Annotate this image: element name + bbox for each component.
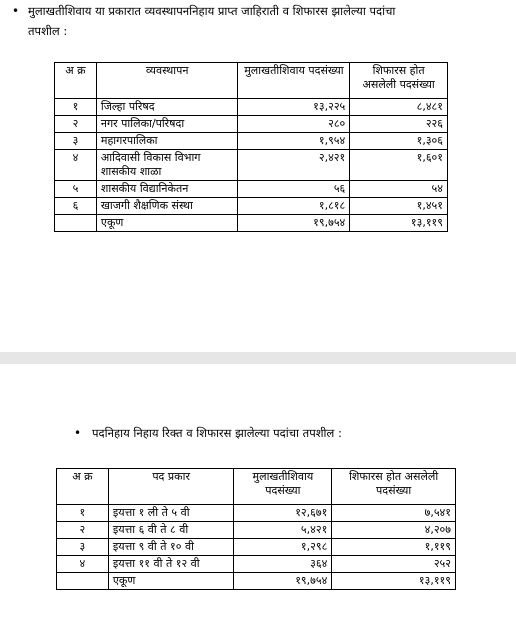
table-row	[57, 522, 456, 539]
cell-posts: २,४२१	[238, 150, 350, 181]
cell-sr: ३	[57, 539, 109, 556]
table-row	[55, 198, 448, 215]
table-row	[57, 505, 456, 522]
section1-heading-line2: तपशील :	[28, 24, 68, 38]
cell-name: इयत्ता ९ वी ते १० वी	[108, 539, 234, 556]
table-row	[55, 133, 448, 150]
cell-name: इयत्ता ११ वी ते १२ वी	[108, 556, 234, 573]
page-separator	[0, 352, 516, 364]
header-sr: अ क्र	[57, 469, 109, 505]
bullet-icon: •	[74, 426, 82, 440]
cell-name: इयत्ता ६ वी ते ८ वी	[108, 522, 234, 539]
cell-posts: १,८१८	[238, 198, 350, 215]
header-post-type: पद प्रकार	[108, 469, 234, 505]
section1-table	[54, 62, 448, 232]
cell-sr: ४	[55, 150, 97, 181]
cell-recommended: १,३०६	[350, 133, 448, 150]
cell-recommended: ५४	[350, 181, 448, 198]
table-row	[55, 150, 448, 181]
table-row	[57, 539, 456, 556]
cell-name: आदिवासी विकास विभाग शासकीय शाळा	[96, 150, 238, 181]
cell-sr: २	[57, 522, 109, 539]
total-posts: १९,७५४	[234, 573, 332, 590]
page-bottom	[0, 364, 516, 632]
total-label: एकूण	[108, 573, 234, 590]
cell-name: जिल्हा परिषद	[96, 99, 238, 116]
cell-name: इयत्ता १ ली ते ५ वी	[108, 505, 234, 522]
cell-sr: ४	[57, 556, 109, 573]
total-row	[57, 573, 456, 590]
cell-posts: ३६४	[234, 556, 332, 573]
cell-recommended: १,११९	[332, 539, 456, 556]
cell-name: खाजगी शैक्षणिक संस्था	[96, 198, 238, 215]
cell-recommended: ४,२०७	[332, 522, 456, 539]
cell-name: महागरपालिका	[96, 133, 238, 150]
cell-sr: ३	[55, 133, 97, 150]
cell-name: शासकीय विद्यानिकेतन	[96, 181, 238, 198]
total-row	[55, 215, 448, 232]
cell-sr: १	[57, 505, 109, 522]
section1-heading-line1: मुलाखतीशिवाय या प्रकारात व्यवस्थापननिहाय प्राप्त जाहिराती व शिफारस झालेल्या पदांचा	[28, 4, 396, 18]
total-recommended: १३,११९	[332, 573, 456, 590]
cell-empty	[57, 573, 109, 590]
cell-posts: १,९५४	[238, 133, 350, 150]
cell-recommended: ७,५४१	[332, 505, 456, 522]
table-row	[55, 181, 448, 198]
section2-table	[56, 468, 456, 590]
total-recommended: १३,११९	[350, 215, 448, 232]
header-sr: अ क्र	[55, 63, 97, 99]
header-management: व्यवस्थापन	[96, 63, 238, 99]
table-row	[55, 116, 448, 133]
cell-sr: ५	[55, 181, 97, 198]
cell-empty	[55, 215, 97, 232]
cell-posts: १,२९८	[234, 539, 332, 556]
cell-recommended: १,६०१	[350, 150, 448, 181]
cell-posts: २८०	[238, 116, 350, 133]
header-recommended: शिफारस होत असलेली पदसंख्या	[332, 469, 456, 505]
header-posts: मुलाखतीशिवाय पदसंख्या	[238, 63, 350, 99]
cell-posts: ५६	[238, 181, 350, 198]
table-row	[55, 99, 448, 116]
cell-recommended: २५२	[332, 556, 456, 573]
bullet-icon: •	[12, 4, 20, 18]
cell-recommended: २२६	[350, 116, 448, 133]
cell-sr: १	[55, 99, 97, 116]
cell-posts: ५,४२१	[234, 522, 332, 539]
cell-sr: २	[55, 116, 97, 133]
cell-posts: १३,२२५	[238, 99, 350, 116]
section2-heading: पदनिहाय निहाय रिक्त व शिफारस झालेल्या पदांचा तपशील :	[92, 426, 342, 440]
cell-recommended: ८,४८१	[350, 99, 448, 116]
cell-name: नगर पालिका/परिषदा	[96, 116, 238, 133]
total-posts: १९,७५४	[238, 215, 350, 232]
total-label: एकूण	[96, 215, 238, 232]
table-row	[57, 556, 456, 573]
cell-recommended: १,४५१	[350, 198, 448, 215]
header-recommended: शिफारस होत असलेली पदसंख्या	[350, 63, 448, 99]
cell-posts: १२,६७१	[234, 505, 332, 522]
cell-sr: ६	[55, 198, 97, 215]
header-posts: मुलाखतीशिवाय पदसंख्या	[234, 469, 332, 505]
